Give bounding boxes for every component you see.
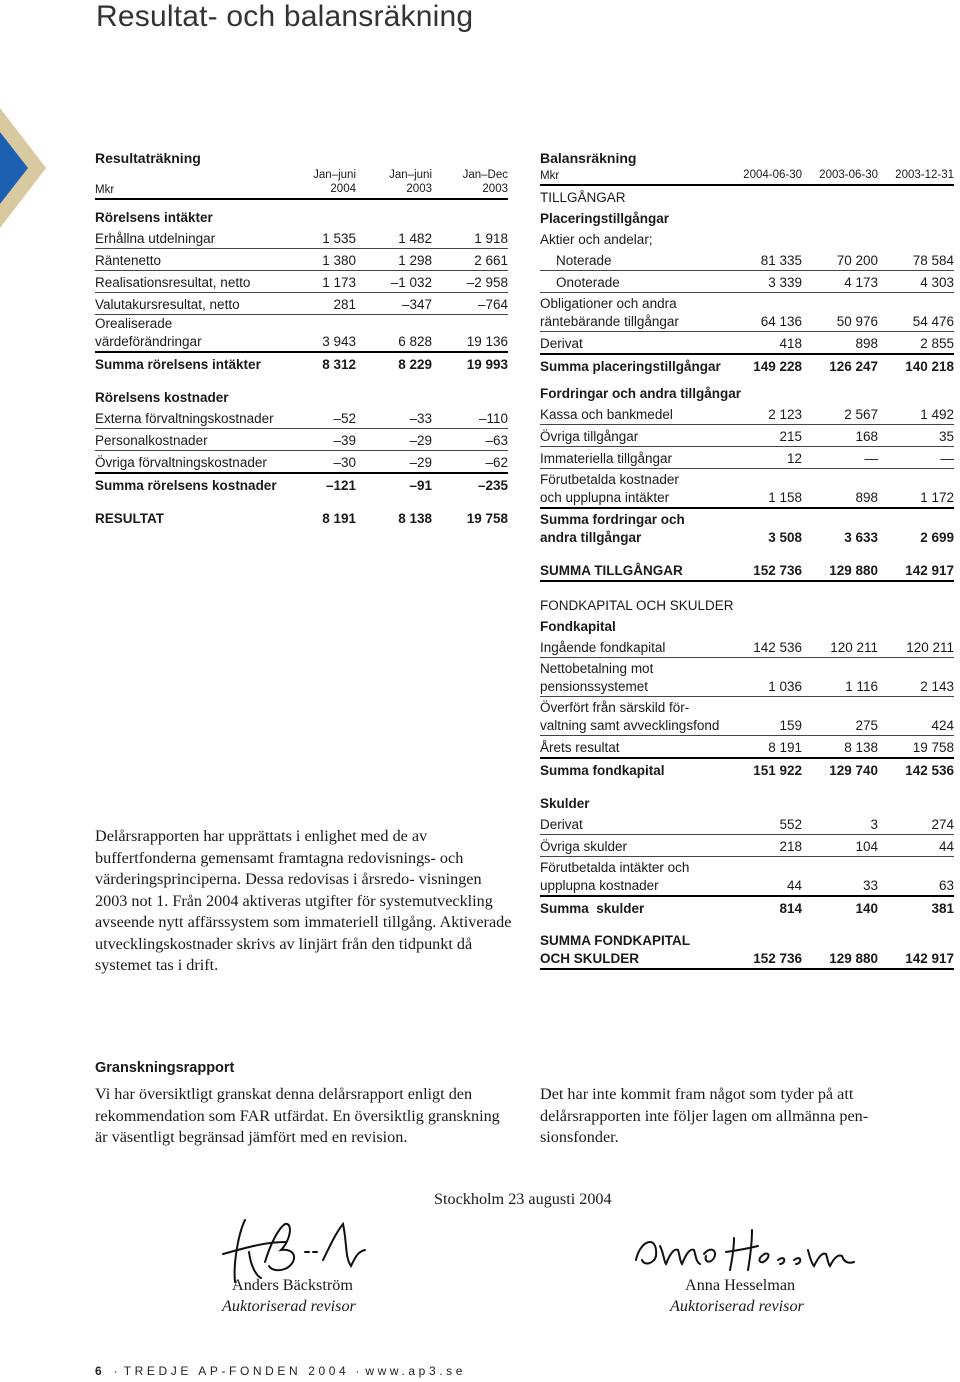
review-text-left: Vi har översiktligt granskat denna delårsrapport enligt den rekommendation som FAR utfärdat. En översiktlig granskning är väsentligt begränsad jämfört med en revision.	[95, 1085, 500, 1146]
table-row: Derivat 552 3 274	[540, 813, 954, 835]
sum-row: Summa rörelsens intäkter 8 312 8 229 19 993	[95, 357, 508, 372]
income-heading: Resultaträkning	[95, 150, 201, 166]
table-row: Realisationsresultat, netto 1 173 –1 032 –2 958	[95, 271, 508, 293]
table-row: Valutakursresultat, netto 281 –347 –764	[95, 293, 508, 315]
result-row: RESULTAT 8 191 8 138 19 758	[95, 511, 508, 526]
signature-image	[630, 1220, 870, 1280]
table-row: Orealiserade värdeförändringar 3 943 6 828 19 136	[95, 315, 508, 353]
section-title: Rörelsens kostnader	[95, 390, 229, 405]
table-row: Ingående fondkapital 142 536 120 211 120 211	[540, 636, 954, 658]
sum-row: Summa fondkapital 151 922 129 740 142 536	[540, 763, 954, 778]
table-row: Övriga tillgångar 215 168 35	[540, 425, 954, 447]
table-row: Immateriella tillgångar 12 — —	[540, 447, 954, 469]
subsection-title: Fondkapital	[540, 619, 616, 634]
accounting-note: Delårsrapporten har upprättats i enlighet med de av buffertfonderna gemensamt framtagna redovisnings- och värderingsprinciperna. Dessa redovisas i årsredo- visningen 2003 not 1. Från 2004 aktiveras utgifter för systemutveckling avseende nytt affärssystem som immateriell tillgång. Aktiverade utvecklingskostnader skrivs av linjärt från den tidpunkt då systemet tas i drift.	[95, 827, 512, 974]
table-row: Erhållna utdelningar 1 535 1 482 1 918	[95, 227, 508, 249]
table-row: Obligationer och andra räntebärande tillgångar 64 136 50 976 54 476	[540, 293, 954, 332]
table-row: Övriga förvaltningskostnader –30 –29 –62	[95, 451, 508, 474]
table-row: Räntenetto 1 380 1 298 2 661	[95, 249, 508, 271]
footer-url: www.ap3.se	[365, 1364, 467, 1378]
balance-sheet	[540, 148, 954, 970]
signatory-role: Auktoriserad revisor	[222, 1297, 356, 1315]
table-row: Kassa och bankmedel 2 123 2 567 1 492	[540, 403, 954, 425]
grand-total-row: SUMMA FONDKAPITAL OCH SKULDER 152 736 129 880 142 917	[540, 930, 954, 970]
table-row: Onoterade 3 339 4 173 4 303	[540, 271, 954, 293]
table-row: Externa förvaltningskostnader –52 –33 –110	[95, 407, 508, 429]
table-row: Årets resultat 8 191 8 138 19 758	[540, 736, 954, 759]
column-header: Jan–juni 2004	[313, 169, 356, 195]
table-row: Övriga skulder 218 104 44	[540, 835, 954, 857]
review-text-right: Det har inte kommit fram något som tyder på att delårsrapporten inte följer lagen om allmänna pen- sionsfonder.	[540, 1085, 869, 1146]
footer-org: TREDJE AP-FONDEN 2004	[123, 1364, 350, 1378]
column-header: 2004-06-30	[743, 169, 802, 181]
column-header: Jan–Dec 2003	[462, 169, 508, 195]
sum-row: Summa placeringstillgångar 149 228 126 247 140 218	[540, 359, 954, 374]
section-title: Rörelsens intäkter	[95, 210, 213, 225]
table-row: Nettobetalning mot pensionssystemet 1 036 1 116 2 143	[540, 658, 954, 697]
signatory-name: Anders Bäckström	[232, 1276, 353, 1294]
unit-label: Mkr	[95, 184, 115, 196]
group-label: Aktier och andelar;	[540, 232, 653, 247]
table-row: Överfört från särskild för- valtning samt avvecklingsfond 159 275 424	[540, 697, 954, 736]
sum-row: Summa rörelsens kostnader –121 –91 –235	[95, 478, 508, 493]
income-header-row	[95, 168, 508, 200]
income-statement	[95, 148, 508, 528]
page-title: Resultat- och balansräkning	[96, 0, 474, 33]
page-number: 6	[95, 1364, 102, 1378]
section-title: FONDKAPITAL OCH SKULDER	[540, 598, 734, 613]
column-header: 2003-06-30	[819, 169, 878, 181]
corner-chevron-icon	[0, 108, 46, 228]
subsection-title: Placeringstillgångar	[540, 211, 670, 226]
review-title: Granskningsrapport	[95, 1060, 235, 1076]
subsection-title: Fordringar och andra tillgångar	[540, 386, 742, 401]
balance-heading: Balansräkning	[540, 150, 637, 166]
column-header: 2003-12-31	[895, 169, 954, 181]
section-title: TILLGÅNGAR	[540, 190, 626, 205]
subsection-title: Skulder	[540, 796, 590, 811]
table-row: Noterade 81 335 70 200 78 584	[540, 249, 954, 271]
place-date: Stockholm 23 augusti 2004	[434, 1190, 612, 1208]
balance-header-row	[540, 168, 954, 186]
signatory-role: Auktoriserad revisor	[670, 1297, 804, 1315]
page-footer: 6 · TREDJE AP-FONDEN 2004 · www.ap3.se	[95, 1364, 467, 1378]
column-header: Jan–juni 2003	[389, 169, 432, 195]
total-assets-row: SUMMA TILLGÅNGAR 152 736 129 880 142 917	[540, 559, 954, 582]
table-row: Förutbetalda intäkter och upplupna kostnader 44 33 63	[540, 857, 954, 897]
sum-row: Summa fordringar och andra tillgångar 3 508 3 633 2 699	[540, 512, 954, 545]
sum-row: Summa skulder 814 140 381	[540, 901, 954, 916]
table-row: Personalkostnader –39 –29 –63	[95, 429, 508, 451]
table-row: Förutbetalda kostnader och upplupna intäkter 1 158 898 1 172	[540, 469, 954, 509]
unit-label: Mkr	[540, 170, 560, 182]
signatory-name: Anna Hesselman	[685, 1276, 796, 1294]
table-row: Derivat 418 898 2 855	[540, 332, 954, 355]
